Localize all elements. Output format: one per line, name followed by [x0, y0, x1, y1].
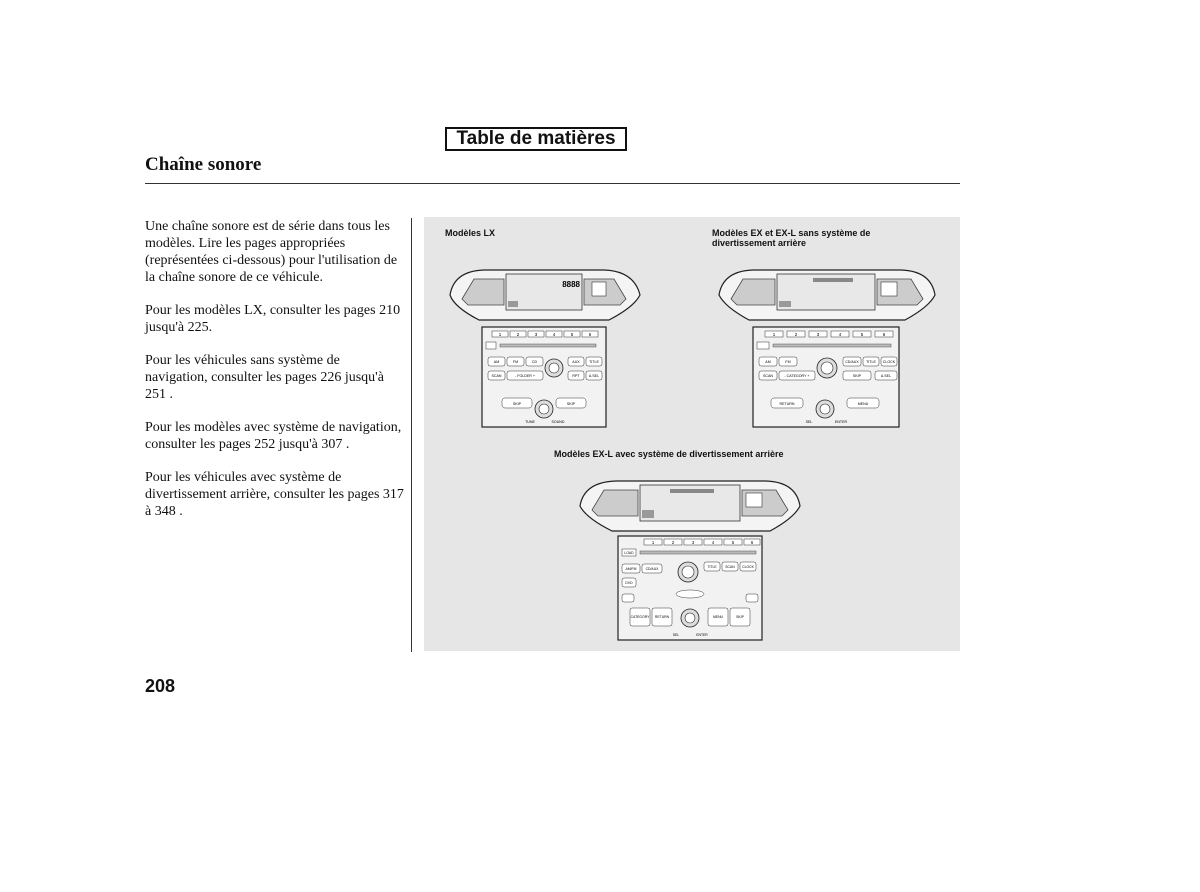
ex-preset-4: 4 [838, 332, 842, 337]
lx-preset-1: 1 [498, 332, 502, 337]
lx-asel-button: A.SEL [588, 374, 600, 378]
ex-skip-button: SKIP [852, 374, 862, 378]
lx-cd-button: CD [531, 360, 538, 364]
lx-fm-button: FM [512, 360, 519, 364]
ex-preset-5: 5 [860, 332, 864, 337]
ex-caption [712, 228, 870, 248]
exl-return-button: RETURN [654, 615, 670, 619]
exl-category-button: CATEGORY [630, 615, 650, 619]
rear-entertainment-paragraph: Pour les véhicules avec système de divertissement arrière, consulter les pages 317 à 348 . [145, 470, 404, 519]
ex-cdxm-button: CD/AUX [845, 360, 859, 364]
lx-tune-label: TUNE [525, 420, 535, 424]
ex-clock-button: CLOCK [882, 360, 896, 364]
exl-clock-button: CLOCK [742, 565, 754, 569]
lx-preset-2: 2 [516, 332, 520, 337]
lx-audio-unit-figure [444, 265, 644, 430]
exl-preset-2: 2 [671, 540, 675, 545]
lx-am-button: AM [493, 360, 500, 364]
ex-fm-button: FM [785, 360, 791, 364]
exl-menu-button: MENU [713, 615, 723, 619]
lx-scan-button: SCAN [491, 374, 502, 378]
ex-preset-3: 3 [816, 332, 820, 337]
section-title: Chaîne sonore [145, 154, 262, 175]
lx-folder-button: - FOLDER + [515, 374, 535, 378]
ex-preset-2: 2 [794, 332, 798, 337]
exl-title-button: TITLE [707, 565, 717, 569]
ex-menu-button: MENU [857, 402, 869, 406]
exl-scan-button: SCAN [725, 565, 735, 569]
ex-title-button: TITLE [866, 360, 876, 364]
lx-preset-5: 5 [570, 332, 574, 337]
lx-skip-forward-button: SKIP [566, 402, 576, 406]
lx-aux-button: AUX [572, 360, 580, 364]
table-of-contents-button[interactable]: Table de matières [445, 127, 627, 151]
navigation-paragraph: Pour les modèles avec système de navigation, consulter les pages 252 jusqu'à 307 . [145, 420, 402, 452]
ex-caption-line2: divertissement arrière [712, 238, 807, 248]
ex-return-button: RETURN [779, 402, 795, 406]
exl-preset-6: 6 [750, 540, 754, 545]
ex-scan-button: SCAN [763, 374, 773, 378]
exl-caption: Modèles EX-L avec système de divertissement arrière [554, 449, 784, 459]
ex-preset-1: 1 [772, 332, 776, 337]
lx-preset-4: 4 [552, 332, 556, 337]
exl-audio-unit-figure [578, 476, 803, 641]
exl-sel-label: SEL [672, 633, 680, 637]
column-divider [411, 218, 412, 652]
ex-sel-label: SEL [805, 420, 813, 424]
ex-category-button: - CATEGORY + [784, 374, 810, 378]
exl-load-button: LOAD [624, 551, 634, 555]
lx-preset-3: 3 [534, 332, 538, 337]
body-text [145, 218, 405, 536]
lx-paragraph: Pour les modèles LX, consulter les pages 210 jusqu'à 225. [145, 303, 401, 335]
exl-amfm-button: AM/FM [625, 567, 637, 571]
header-divider [145, 183, 960, 184]
ex-caption-line1: Modèles EX et EX-L sans système de [712, 228, 871, 238]
exl-preset-4: 4 [711, 540, 715, 545]
no-navigation-paragraph: Pour les véhicules sans système de navigation, consulter les pages 226 jusqu'à 251 . [145, 353, 384, 402]
ex-am-button: AM [765, 360, 771, 364]
exl-preset-1: 1 [651, 540, 655, 545]
lx-preset-6: 6 [588, 332, 592, 337]
ex-preset-6: 6 [882, 332, 886, 337]
svg-text:8888: 8888 [562, 280, 580, 289]
ex-enter-label: ENTER [834, 420, 848, 424]
figure-panel [424, 217, 960, 651]
lx-title-button: TITLE [589, 360, 599, 364]
ex-audio-unit-figure [717, 265, 937, 430]
ex-asel-button: A.SEL [880, 374, 892, 378]
exl-cdaux-button: CD/AUX [645, 567, 659, 571]
lx-sound-label: SOUND [551, 420, 565, 424]
exl-preset-5: 5 [731, 540, 735, 545]
lx-caption: Modèles LX [445, 228, 496, 238]
exl-skip-button: SKIP [736, 615, 744, 619]
intro-paragraph: Une chaîne sonore est de série dans tous les modèles. Lire les pages appropriées (représentées ci-dessous) pour l'utilisation de la chaîne sonore de ce véhicule. [145, 219, 398, 285]
lx-rpt-button: RPT [572, 374, 580, 378]
exl-dvd-button: DVD [625, 581, 633, 585]
exl-enter-label: ENTER [696, 633, 708, 637]
page-number: 208 [145, 676, 176, 696]
lx-skip-back-button: SKIP [512, 402, 522, 406]
exl-preset-3: 3 [691, 540, 695, 545]
